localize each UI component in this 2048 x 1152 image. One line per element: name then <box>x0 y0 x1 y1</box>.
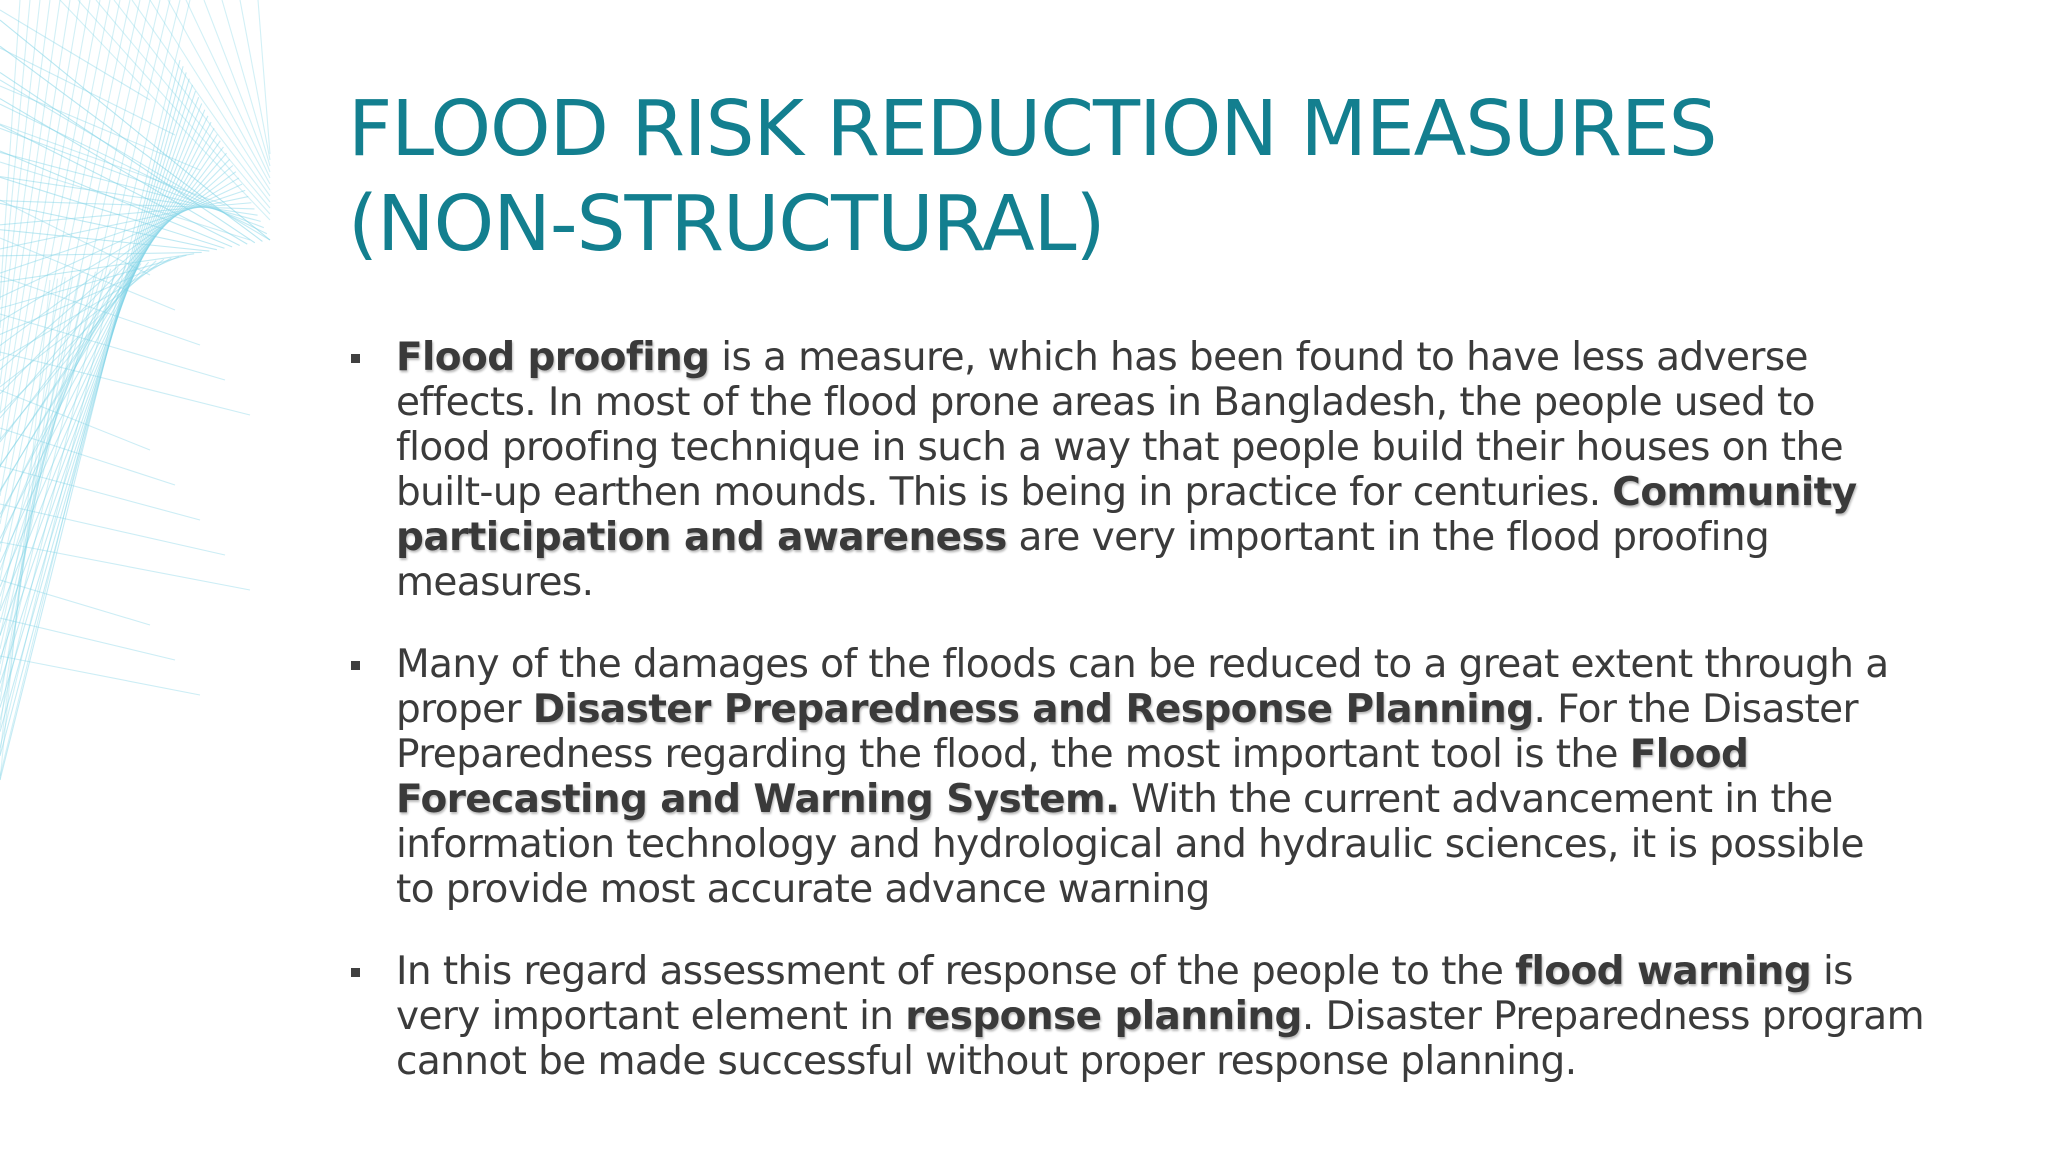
wireframe-line <box>0 0 170 720</box>
bullet-line <box>396 425 1908 470</box>
wireframe-line <box>0 580 150 625</box>
wireframe-line <box>114 0 270 202</box>
body-text: In this regard assessment of response of the people to the <box>396 949 1516 994</box>
bullet-line <box>396 994 1924 1039</box>
body-text: is a measure, which has been found to have less adverse <box>709 335 1808 380</box>
wireframe-line <box>132 0 270 196</box>
bullet-item <box>348 949 1924 1084</box>
body-text: are very important in the flood proofing <box>1006 515 1770 560</box>
bullet-item <box>348 335 1908 605</box>
bullet-line <box>396 687 1908 732</box>
bullet-line <box>396 515 1908 560</box>
body-text: Many of the damages of the floods can be reduced to a great extent through a <box>396 642 1889 687</box>
wireframe-line <box>0 0 150 664</box>
body-text: measures. <box>396 560 594 605</box>
wireframe-line <box>186 0 270 178</box>
body-text: built-up earthen mounds. This is being in practice for centuries. <box>396 470 1613 515</box>
wireframe-decoration-icon <box>0 0 300 820</box>
bullet-line <box>396 560 1908 605</box>
body-text: is <box>1811 949 1853 994</box>
bullet-line <box>396 470 1908 515</box>
wireframe-line <box>0 280 50 780</box>
wireframe-line <box>0 656 200 695</box>
bullet-line <box>396 867 1908 912</box>
body-text: . Disaster Preparedness program <box>1301 994 1924 1039</box>
body-text: proper <box>396 687 533 732</box>
slide-title-line-1: FLOOD RISK REDUCTION MEASURES <box>348 85 1717 174</box>
body-text: effects. In most of the flood prone areas in Bangladesh, the people used to <box>396 380 1815 425</box>
emphasis-text: Flood <box>1629 732 1749 777</box>
bullet-item <box>348 642 1908 912</box>
body-text: to provide most accurate advance warning <box>396 867 1210 912</box>
body-text: Preparedness regarding the flood, the most important tool is the <box>396 732 1630 777</box>
body-text: flood proofing technique in such a way that people build their houses on the <box>396 425 1843 470</box>
bullet-line <box>396 822 1908 867</box>
slide-title-line-2: (NON-STRUCTURAL) <box>348 180 1105 269</box>
wireframe-line <box>0 122 211 539</box>
bullet-square-icon <box>351 354 360 363</box>
wireframe-line <box>240 0 270 160</box>
wireframe-line <box>0 0 60 412</box>
bullet-square-icon <box>351 661 360 670</box>
wireframe-line <box>0 60 180 780</box>
emphasis-text: participation and awareness <box>396 515 1007 560</box>
bullet-list <box>348 335 1924 1121</box>
bullet-line <box>396 949 1908 994</box>
bullet-line <box>396 642 1908 687</box>
wireframe-line <box>0 428 175 485</box>
bullet-line <box>396 380 1908 425</box>
body-text: cannot be made successful without proper response planning. <box>396 1039 1577 1084</box>
slide-title <box>348 82 1948 272</box>
bullet-line <box>396 777 1908 822</box>
emphasis-text: Community <box>1612 470 1857 515</box>
emphasis-text: response planning <box>905 994 1302 1039</box>
body-text: information technology and hydrological and hydraulic sciences, it is possible <box>396 822 1864 867</box>
body-text: . For the Disaster <box>1533 687 1858 732</box>
bullet-line <box>396 1039 1908 1084</box>
emphasis-text: Forecasting and Warning System. <box>396 777 1120 822</box>
bullet-square-icon <box>351 968 360 977</box>
bullet-line <box>396 732 1908 777</box>
body-text: very important element in <box>396 994 906 1039</box>
emphasis-text: Flood proofing <box>396 335 710 380</box>
emphasis-text: flood warning <box>1515 949 1812 994</box>
bullet-line <box>396 335 1908 380</box>
body-text: With the current advancement in the <box>1119 777 1833 822</box>
emphasis-text: Disaster Preparedness and Response Planning <box>532 687 1534 732</box>
